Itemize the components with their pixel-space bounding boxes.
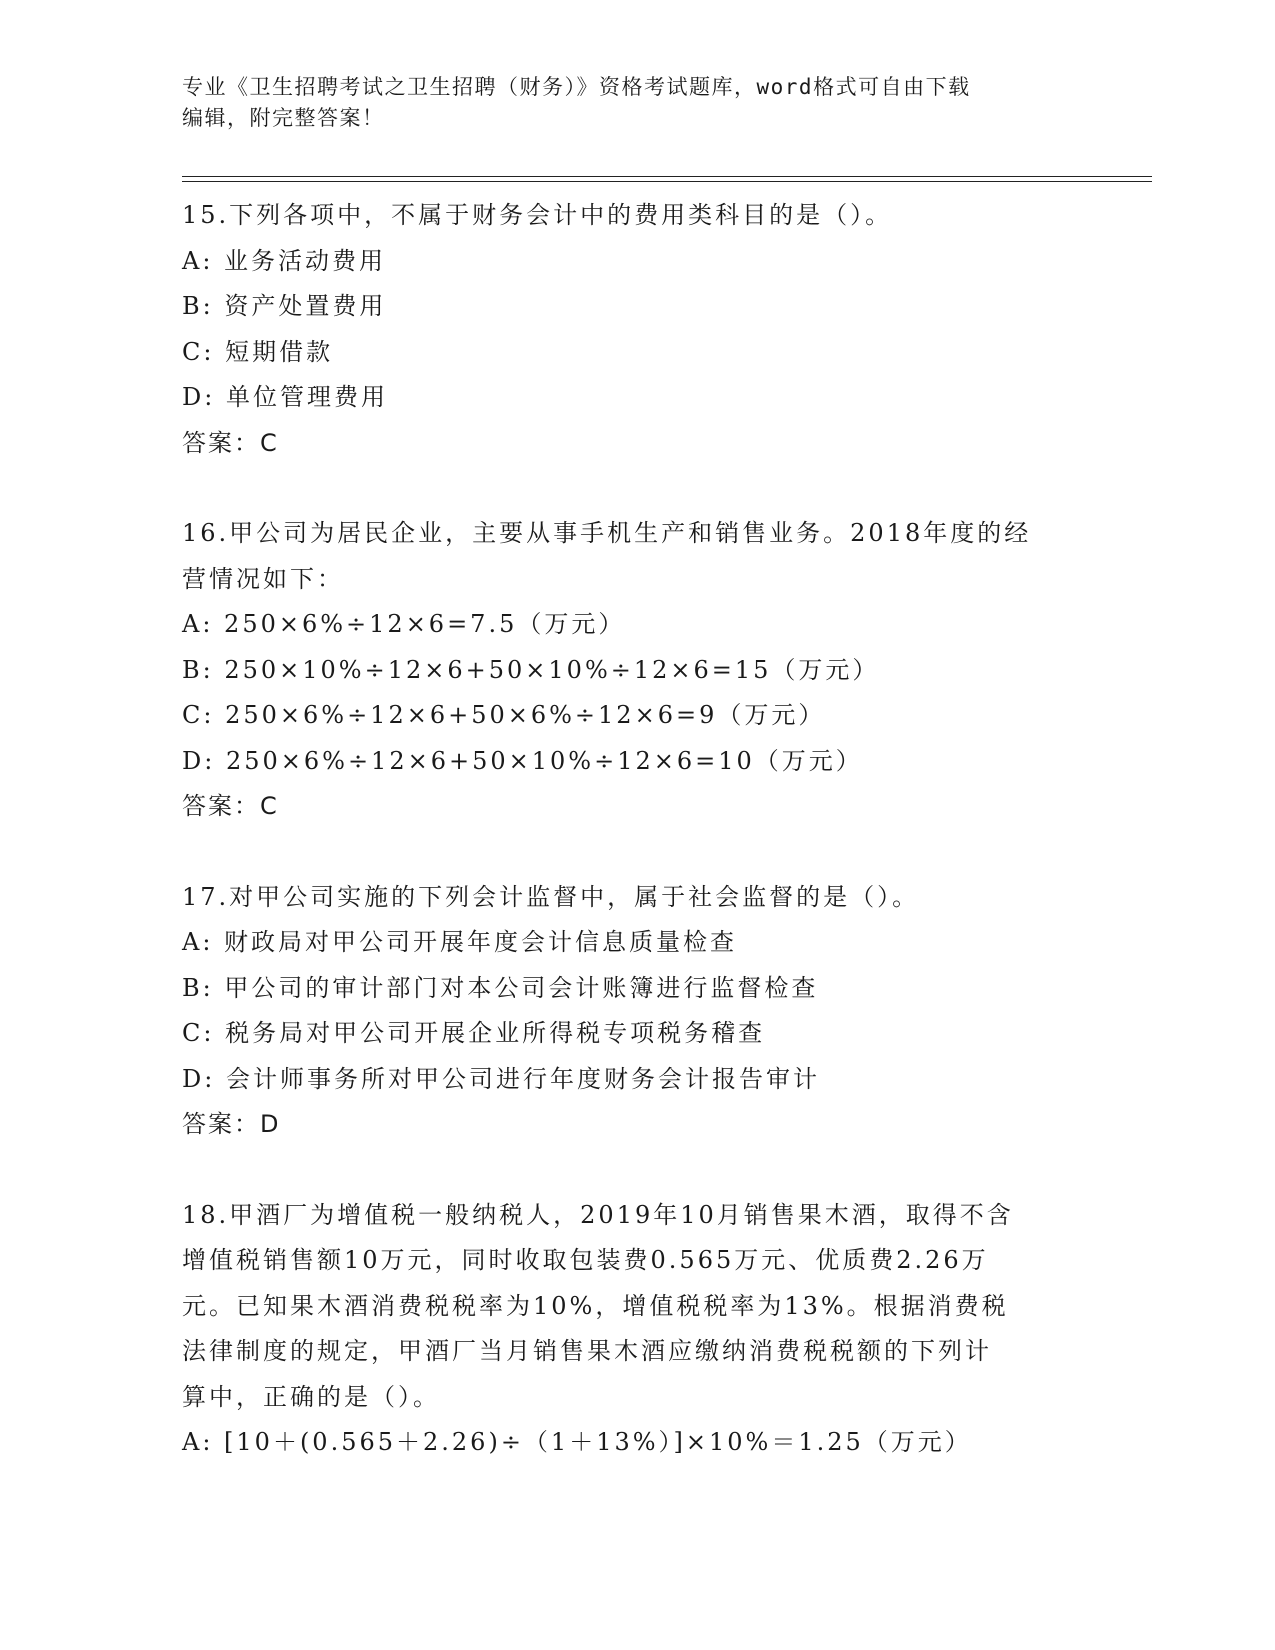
question-stem-continued: 法律制度的规定，甲酒厂当月销售果木酒应缴纳消费税税额的下列计 xyxy=(182,1337,992,1365)
question-stem-continued: 增值税销售额10万元，同时收取包装费0.565万元、优质费2.26万 xyxy=(182,1246,989,1274)
document-header xyxy=(182,72,1062,134)
option-d: D: 会计师事务所对甲公司进行年度财务会计报告审计 xyxy=(182,1064,820,1093)
question-stem-continued: 元。已知果木酒消费税税率为10%，增值税税率为13%。根据消费税 xyxy=(182,1291,1009,1320)
option-a: A: [10＋(0.565＋2.26)÷（1＋13%）]×10%＝1.25（万元） xyxy=(182,1428,972,1456)
option-a: A: 业务活动费用 xyxy=(182,246,387,275)
header-divider-top xyxy=(182,176,1152,177)
answer-label: 答案：C xyxy=(182,428,279,457)
question-18 xyxy=(182,1193,1082,1466)
option-b: B: 资产处置费用 xyxy=(182,292,387,320)
question-stem: 15.下列各项中，不属于财务会计中的费用类科目的是（）。 xyxy=(182,201,893,229)
question-spacer xyxy=(182,830,1082,875)
question-stem-continued: 算中，正确的是（）。 xyxy=(182,1382,440,1411)
question-15 xyxy=(182,193,1082,466)
question-17 xyxy=(182,875,1082,1148)
question-16 xyxy=(182,511,1082,830)
option-d: D: 250×6%÷12×6+50×10%÷12×6=10（万元） xyxy=(182,746,863,775)
answer-label: 答案：C xyxy=(182,792,279,820)
question-list xyxy=(182,193,1082,1466)
option-d: D: 单位管理费用 xyxy=(182,383,388,411)
answer-label: 答案：D xyxy=(182,1110,281,1138)
question-stem: 16.甲公司为居民企业，主要从事手机生产和销售业务。2018年度的经 xyxy=(182,519,1032,547)
question-stem: 18.甲酒厂为增值税一般纳税人，2019年10月销售果木酒，取得不含 xyxy=(182,1200,1014,1229)
question-spacer xyxy=(182,1148,1082,1193)
question-stem-continued: 营情况如下： xyxy=(182,564,344,593)
option-c: C: 250×6%÷12×6+50×6%÷12×6=9（万元） xyxy=(182,701,826,729)
option-b: B: 250×10%÷12×6+50×10%÷12×6=15（万元） xyxy=(182,655,880,684)
question-spacer xyxy=(182,466,1082,511)
option-a: A: 250×6%÷12×6=7.5（万元） xyxy=(182,610,626,638)
option-b: B: 甲公司的审计部门对本公司会计账簿进行监督检查 xyxy=(182,973,819,1002)
question-stem: 17.对甲公司实施的下列会计监督中，属于社会监督的是（）。 xyxy=(182,882,920,911)
option-c: C: 税务局对甲公司开展企业所得税专项税务稽查 xyxy=(182,1019,766,1047)
header-line-1: 专业《卫生招聘考试之卫生招聘（财务）》资格考试题库，word格式可自由下载 xyxy=(182,75,971,99)
header-divider-bottom xyxy=(182,181,1152,182)
option-c: C: 短期借款 xyxy=(182,337,334,366)
header-line-2: 编辑，附完整答案！ xyxy=(182,106,385,130)
option-a: A: 财政局对甲公司开展年度会计信息质量检查 xyxy=(182,928,738,956)
